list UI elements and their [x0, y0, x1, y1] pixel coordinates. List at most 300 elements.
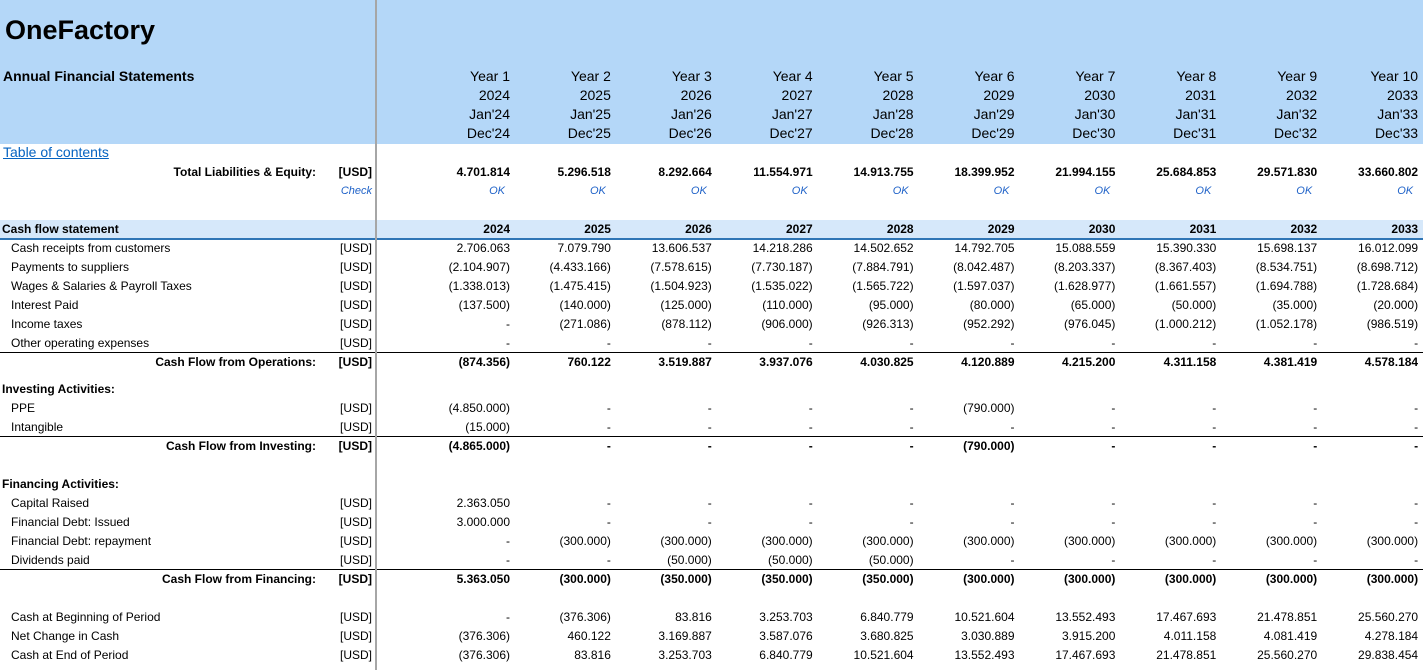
value-cell: 15.698.137: [1257, 241, 1318, 255]
year-header-col: [1116, 67, 1216, 143]
value-cell: 4.120.889: [961, 355, 1015, 369]
year-header-col: [1015, 67, 1115, 143]
year-label: Year 2: [570, 68, 611, 84]
row-unit: [USD]: [339, 336, 372, 350]
value-cell: (350.000): [761, 572, 813, 586]
value-cell: 29.838.454: [1358, 648, 1419, 662]
value-cell: (1.661.557): [1154, 279, 1217, 293]
value-cell: (790.000): [963, 439, 1015, 453]
row-unit: [USD]: [339, 496, 372, 510]
value-cell: -: [1313, 553, 1318, 567]
value-cell: -: [606, 515, 611, 529]
value-cell: -: [1414, 553, 1419, 567]
year-start: Jan'30: [1074, 106, 1116, 122]
value-cell: (1.052.178): [1255, 317, 1318, 331]
value-cell: (1.475.415): [549, 279, 611, 293]
row-unit: [USD]: [338, 355, 372, 369]
row-unit: Check: [340, 185, 372, 197]
value-cell: -: [606, 496, 611, 510]
value-cell: -: [606, 439, 611, 453]
value-cell: -: [1010, 515, 1015, 529]
value-cell: 10.521.604: [853, 648, 914, 662]
value-cell: (1.565.722): [852, 279, 914, 293]
row-label: Payments to suppliers: [11, 260, 130, 274]
value-cell: (300.000): [963, 534, 1015, 548]
year-end: Dec'33: [1374, 125, 1419, 141]
value-cell: (874.356): [458, 355, 510, 369]
value-cell: -: [1111, 496, 1116, 510]
value-cell: 14.792.705: [954, 241, 1015, 255]
year-start: Jan'31: [1175, 106, 1217, 122]
value-cell: 4.701.814: [456, 165, 510, 179]
value-cell: -: [1212, 420, 1217, 434]
value-cell: 25.560.270: [1257, 648, 1318, 662]
value-cell: 29.571.830: [1257, 165, 1318, 179]
year-label: Year 3: [671, 68, 712, 84]
year-end: Dec'32: [1274, 125, 1318, 141]
year-start: Jan'27: [771, 106, 813, 122]
value-cell: 5.363.050: [456, 572, 510, 586]
year-end: Dec'29: [971, 125, 1015, 141]
value-cell: -: [606, 336, 611, 350]
value-cell: (7.730.187): [751, 260, 813, 274]
value-cell: -: [808, 336, 813, 350]
value-cell: OK: [1094, 185, 1111, 197]
value-cell: -: [707, 496, 712, 510]
value-cell: OK: [1296, 185, 1313, 197]
year-cal: 2028: [882, 87, 914, 103]
year-cal: 2033: [1386, 87, 1419, 103]
value-cell: (80.000): [969, 298, 1015, 312]
value-cell: (300.000): [1064, 534, 1116, 548]
table-row: [0, 239, 1423, 258]
year-start: Jan'32: [1276, 106, 1318, 122]
value-cell: -: [1010, 496, 1015, 510]
value-cell: (140.000): [559, 298, 611, 312]
value-cell: -: [1111, 553, 1116, 567]
value-cell: (878.112): [661, 317, 712, 331]
year-end: Dec'28: [870, 125, 914, 141]
value-cell: (1.000.212): [1154, 317, 1217, 331]
table-row: [0, 258, 1423, 277]
value-cell: (952.292): [963, 317, 1015, 331]
row-label: Cash receipts from customers: [11, 241, 171, 255]
value-cell: OK: [690, 185, 707, 197]
brand-title: OneFactory: [5, 15, 156, 45]
value-cell: -: [909, 439, 914, 453]
value-cell: OK: [993, 185, 1010, 197]
year-header-col: [612, 67, 712, 143]
value-cell: 7.079.790: [557, 241, 611, 255]
value-cell: -: [909, 420, 914, 434]
year-header-col: [713, 67, 813, 143]
value-cell: (7.884.791): [852, 260, 914, 274]
value-cell: (350.000): [660, 572, 712, 586]
value-cell: (300.000): [862, 534, 914, 548]
year-start: Jan'24: [469, 106, 510, 122]
value-cell: -: [606, 553, 611, 567]
year-header-col: [915, 67, 1015, 143]
year-start: Jan'28: [872, 106, 914, 122]
value-cell: 3.030.889: [961, 629, 1015, 643]
value-cell: -: [506, 534, 510, 548]
value-cell: -: [808, 439, 813, 453]
row-label: Cash Flow from Operations:: [155, 355, 316, 369]
row-unit: [USD]: [339, 279, 372, 293]
value-cell: (376.306): [458, 648, 510, 662]
value-cell: -: [707, 439, 712, 453]
year-header-col: [410, 67, 510, 143]
value-cell: (300.000): [761, 534, 813, 548]
value-cell: (4.865.000): [448, 439, 510, 453]
value-cell: (8.203.337): [1054, 260, 1116, 274]
toc-row: [0, 144, 375, 163]
year-header-col: [511, 67, 611, 143]
value-cell: 2025: [584, 222, 611, 236]
value-cell: OK: [1397, 185, 1414, 197]
value-cell: -: [506, 553, 510, 567]
year-label: Year 5: [873, 68, 914, 84]
value-cell: 21.478.851: [1156, 648, 1217, 662]
value-cell: (50.000): [868, 553, 914, 567]
value-cell: OK: [589, 185, 606, 197]
row-unit: [USD]: [338, 572, 372, 586]
table-of-contents-link[interactable]: Table of contents: [3, 144, 109, 160]
value-cell: 16.012.099: [1358, 241, 1419, 255]
value-cell: 4.578.184: [1364, 355, 1419, 369]
value-cell: -: [1212, 515, 1217, 529]
sheet-header: [0, 0, 1423, 144]
value-cell: (986.519): [1366, 317, 1419, 331]
value-cell: 3.937.076: [759, 355, 813, 369]
value-cell: (8.042.487): [953, 260, 1015, 274]
table-row: [0, 418, 1423, 437]
value-cell: 14.502.652: [853, 241, 914, 255]
value-cell: 14.218.286: [752, 241, 813, 255]
value-cell: 2031: [1189, 222, 1217, 236]
value-cell: 4.030.825: [860, 355, 914, 369]
value-cell: 2024: [483, 222, 510, 236]
value-cell: (300.000): [559, 534, 611, 548]
value-cell: 13.606.537: [651, 241, 712, 255]
value-cell: -: [1313, 515, 1318, 529]
year-end: Dec'25: [567, 125, 611, 141]
value-cell: (2.104.907): [448, 260, 510, 274]
value-cell: 17.467.693: [1156, 610, 1217, 624]
value-cell: (906.000): [761, 317, 813, 331]
value-cell: 8.292.664: [658, 165, 712, 179]
value-cell: -: [1414, 336, 1419, 350]
header-left-panel: [0, 0, 375, 144]
table-row: [0, 334, 1423, 353]
value-cell: (4.433.166): [549, 260, 611, 274]
value-cell: -: [808, 515, 813, 529]
row-unit: [USD]: [339, 534, 372, 548]
value-cell: (300.000): [1265, 572, 1318, 586]
value-cell: 2028: [886, 222, 914, 236]
value-cell: -: [909, 515, 914, 529]
value-cell: (1.694.788): [1255, 279, 1318, 293]
value-cell: -: [506, 317, 510, 331]
row-label: Net Change in Cash: [11, 629, 120, 643]
value-cell: 33.660.802: [1358, 165, 1419, 179]
value-cell: -: [1010, 553, 1015, 567]
row-label: Cash at End of Period: [11, 648, 129, 662]
value-cell: 17.467.693: [1055, 648, 1116, 662]
value-cell: 25.684.853: [1156, 165, 1217, 179]
table-row: [0, 296, 1423, 315]
value-cell: -: [1313, 401, 1318, 415]
table-row: [0, 494, 1423, 513]
value-cell: (376.306): [559, 610, 611, 624]
value-cell: -: [707, 515, 712, 529]
value-cell: 4.278.184: [1364, 629, 1419, 643]
value-cell: 3.169.887: [658, 629, 712, 643]
value-cell: 15.088.559: [1055, 241, 1116, 255]
year-start: Jan'25: [570, 106, 611, 122]
value-cell: (376.306): [458, 629, 510, 643]
subtotal-rule: [0, 436, 1423, 437]
value-cell: (1.597.037): [953, 279, 1015, 293]
year-start: Jan'29: [973, 106, 1015, 122]
value-cell: -: [909, 496, 914, 510]
row-label: Dividends paid: [11, 553, 90, 567]
value-cell: -: [1111, 420, 1116, 434]
table-row: [0, 277, 1423, 296]
year-cal: 2029: [983, 87, 1015, 103]
value-cell: 14.913.755: [853, 165, 914, 179]
value-cell: (125.000): [660, 298, 712, 312]
value-cell: -: [506, 336, 510, 350]
value-cell: 6.840.779: [759, 648, 813, 662]
value-cell: -: [606, 401, 611, 415]
row-unit: [USD]: [339, 260, 372, 274]
subtotal-row: [0, 570, 1423, 589]
value-cell: 5.296.518: [557, 165, 611, 179]
value-cell: 3.519.887: [658, 355, 712, 369]
subtotal-rule: [0, 352, 1423, 353]
value-cell: (1.728.684): [1356, 279, 1419, 293]
value-cell: -: [808, 420, 813, 434]
row-label: Income taxes: [11, 317, 83, 331]
value-cell: -: [1313, 439, 1318, 453]
value-cell: -: [808, 496, 813, 510]
year-cal: 2031: [1185, 87, 1217, 103]
value-cell: OK: [791, 185, 808, 197]
value-cell: 3.587.076: [759, 629, 813, 643]
value-cell: -: [1414, 401, 1419, 415]
row-label: Capital Raised: [11, 496, 90, 510]
value-cell: 13.552.493: [954, 648, 1015, 662]
value-cell: 3.915.200: [1062, 629, 1116, 643]
year-label: Year 9: [1277, 68, 1318, 84]
table-row: [0, 315, 1423, 334]
value-cell: 4.381.419: [1263, 355, 1318, 369]
table-row: [0, 532, 1423, 551]
year-header-col: [1318, 67, 1418, 143]
row-unit: [USD]: [339, 420, 372, 434]
value-cell: 2026: [685, 222, 712, 236]
year-label: Year 8: [1176, 68, 1217, 84]
value-cell: (1.338.013): [448, 279, 510, 293]
value-cell: (350.000): [862, 572, 914, 586]
value-cell: (35.000): [1272, 298, 1318, 312]
value-cell: (271.086): [559, 317, 611, 331]
value-cell: (926.313): [862, 317, 914, 331]
row-label: PPE: [11, 401, 36, 415]
value-cell: 15.390.330: [1156, 241, 1217, 255]
value-cell: -: [707, 401, 712, 415]
subtotal-row: [0, 437, 1423, 456]
value-cell: (4.850.000): [448, 401, 510, 415]
value-cell: -: [1414, 496, 1419, 510]
row-label: Cash flow statement: [2, 222, 119, 236]
value-cell: -: [1313, 420, 1318, 434]
value-cell: OK: [489, 185, 505, 197]
row-unit: [USD]: [339, 648, 372, 662]
year-cal: 2024: [478, 87, 510, 103]
value-cell: (300.000): [1366, 572, 1419, 586]
value-cell: (300.000): [1265, 534, 1318, 548]
table-row: [0, 399, 1423, 418]
value-cell: (8.367.403): [1154, 260, 1217, 274]
value-cell: -: [1111, 336, 1116, 350]
value-cell: (15.000): [465, 420, 510, 434]
value-cell: 13.552.493: [1055, 610, 1116, 624]
value-cell: (65.000): [1070, 298, 1116, 312]
year-end: Dec'27: [769, 125, 813, 141]
value-cell: (7.578.615): [650, 260, 712, 274]
value-cell: 760.122: [567, 355, 611, 369]
value-cell: 4.081.419: [1263, 629, 1318, 643]
value-cell: (1.535.022): [751, 279, 813, 293]
value-cell: 4.311.158: [1163, 355, 1217, 369]
check-row: [0, 182, 1423, 201]
value-cell: -: [1010, 336, 1015, 350]
value-cell: (137.500): [458, 298, 510, 312]
value-cell: (300.000): [1366, 534, 1419, 548]
table-row: [0, 513, 1423, 532]
value-cell: (300.000): [1164, 572, 1217, 586]
value-cell: -: [1212, 439, 1217, 453]
row-unit: [USD]: [339, 610, 372, 624]
year-end: Dec'24: [466, 125, 510, 141]
value-cell: -: [1010, 420, 1015, 434]
row-label: Cash at Beginning of Period: [11, 610, 161, 624]
value-cell: 460.122: [567, 629, 611, 643]
value-cell: 3.253.703: [759, 610, 813, 624]
value-cell: -: [1212, 496, 1217, 510]
row-unit: [USD]: [339, 241, 372, 255]
row-label: Cash Flow from Financing:: [161, 572, 316, 586]
year-cal: 2032: [1286, 87, 1318, 103]
statement-title: Annual Financial Statements: [3, 68, 195, 84]
value-cell: (300.000): [660, 534, 712, 548]
section-header-row: [0, 220, 1423, 239]
header-year-columns: [377, 0, 1423, 144]
value-cell: -: [1111, 515, 1116, 529]
value-cell: 25.560.270: [1358, 610, 1419, 624]
row-unit: [USD]: [338, 165, 372, 179]
value-cell: (8.534.751): [1255, 260, 1318, 274]
value-cell: (20.000): [1373, 298, 1419, 312]
year-label: Year 1: [470, 68, 510, 84]
year-label: Year 6: [974, 68, 1015, 84]
row-label: Other operating expenses: [11, 336, 150, 350]
value-cell: -: [707, 336, 712, 350]
year-cal: 2025: [579, 87, 611, 103]
value-cell: 3.000.000: [456, 515, 510, 529]
value-cell: (300.000): [1164, 534, 1217, 548]
value-cell: OK: [892, 185, 909, 197]
year-label: Year 10: [1370, 68, 1419, 84]
value-cell: 3.253.703: [658, 648, 712, 662]
value-cell: -: [606, 420, 611, 434]
value-cell: (300.000): [963, 572, 1015, 586]
value-cell: 4.011.158: [1163, 629, 1217, 643]
value-cell: (1.628.977): [1054, 279, 1116, 293]
year-cal: 2030: [1084, 87, 1116, 103]
row-label: Investing Activities:: [2, 382, 115, 396]
year-cal: 2027: [781, 87, 813, 103]
row-label: Cash Flow from Investing:: [165, 439, 316, 453]
year-end: Dec'30: [1072, 125, 1116, 141]
value-cell: (790.000): [963, 401, 1015, 415]
value-cell: -: [1212, 553, 1217, 567]
value-cell: 2033: [1391, 222, 1419, 236]
row-label: Total Liabilities & Equity:: [173, 165, 316, 179]
value-cell: -: [1414, 420, 1419, 434]
value-cell: -: [1313, 336, 1318, 350]
year-header-col: [814, 67, 914, 143]
subtotal-row: [0, 353, 1423, 372]
row-unit: [USD]: [339, 401, 372, 415]
value-cell: 3.680.825: [860, 629, 914, 643]
value-cell: -: [506, 610, 510, 624]
value-cell: (8.698.712): [1356, 260, 1419, 274]
table-row: [0, 608, 1423, 627]
row-unit: [USD]: [339, 629, 372, 643]
value-cell: 2.706.063: [456, 241, 510, 255]
value-cell: -: [1414, 515, 1419, 529]
value-cell: OK: [1195, 185, 1212, 197]
value-cell: (110.000): [762, 298, 813, 312]
row-label: Financing Activities:: [2, 477, 119, 491]
value-cell: (300.000): [559, 572, 611, 586]
value-cell: (95.000): [868, 298, 914, 312]
table-row: [0, 551, 1423, 570]
value-cell: -: [707, 420, 712, 434]
row-unit: [USD]: [339, 515, 372, 529]
frozen-pane-divider: [375, 0, 377, 670]
row-unit: [USD]: [339, 553, 372, 567]
value-cell: (300.000): [1064, 572, 1116, 586]
value-cell: 2.363.050: [456, 496, 510, 510]
row-unit: [USD]: [339, 317, 372, 331]
value-cell: (1.504.923): [650, 279, 712, 293]
value-cell: 6.840.779: [860, 610, 914, 624]
row-unit: [USD]: [338, 439, 372, 453]
group-header-row: [0, 380, 1423, 399]
value-cell: -: [909, 401, 914, 415]
value-cell: 11.554.971: [753, 165, 813, 179]
table-row: [0, 646, 1423, 665]
value-cell: 10.521.604: [954, 610, 1015, 624]
value-cell: 18.399.952: [954, 165, 1015, 179]
row-label: Financial Debt: repayment: [11, 534, 152, 548]
value-cell: (976.045): [1064, 317, 1116, 331]
row-label: Interest Paid: [11, 298, 79, 312]
